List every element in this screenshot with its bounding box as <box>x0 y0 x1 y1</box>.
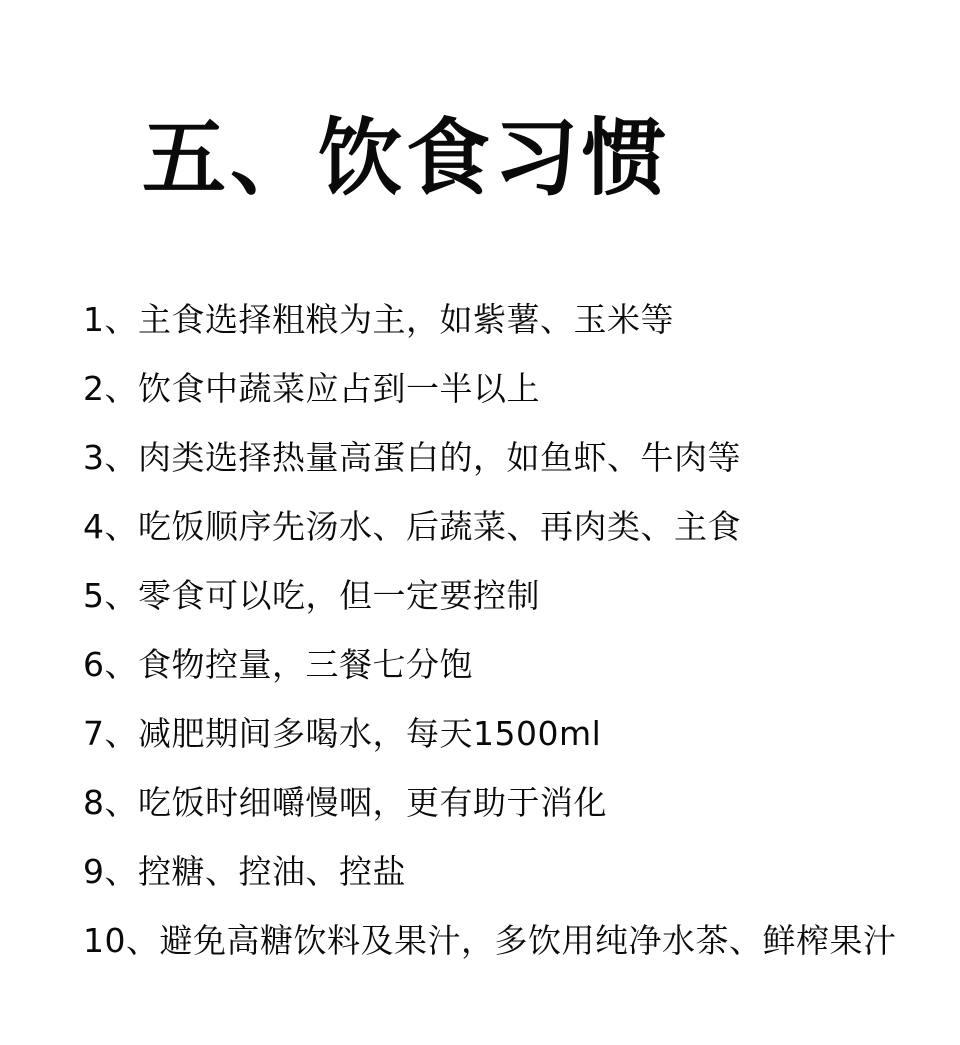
list-item: 3、肉类选择热量高蛋白的，如鱼虾、牛肉等 <box>83 438 741 477</box>
page-title: 五、饮食习惯 <box>142 109 671 207</box>
habit-list <box>83 295 897 985</box>
list-item: 5、零食可以吃，但一定要控制 <box>83 576 540 615</box>
list-item: 4、吃饭顺序先汤水、后蔬菜、再肉类、主食 <box>83 507 741 546</box>
list-item: 9、控糖、控油、控盐 <box>83 852 406 891</box>
list-item: 1、主食选择粗粮为主，如紫薯、玉米等 <box>83 300 674 339</box>
list-item: 2、饮食中蔬菜应占到一半以上 <box>83 369 540 408</box>
list-item: 6、食物控量，三餐七分饱 <box>83 645 473 684</box>
list-item: 8、吃饭时细嚼慢咽，更有助于消化 <box>83 783 607 822</box>
list-item: 10、避免高糖饮料及果汁，多饮用纯净水茶、鲜榨果汁 <box>83 921 897 960</box>
list-item: 7、减肥期间多喝水，每天1500ml <box>83 714 602 753</box>
